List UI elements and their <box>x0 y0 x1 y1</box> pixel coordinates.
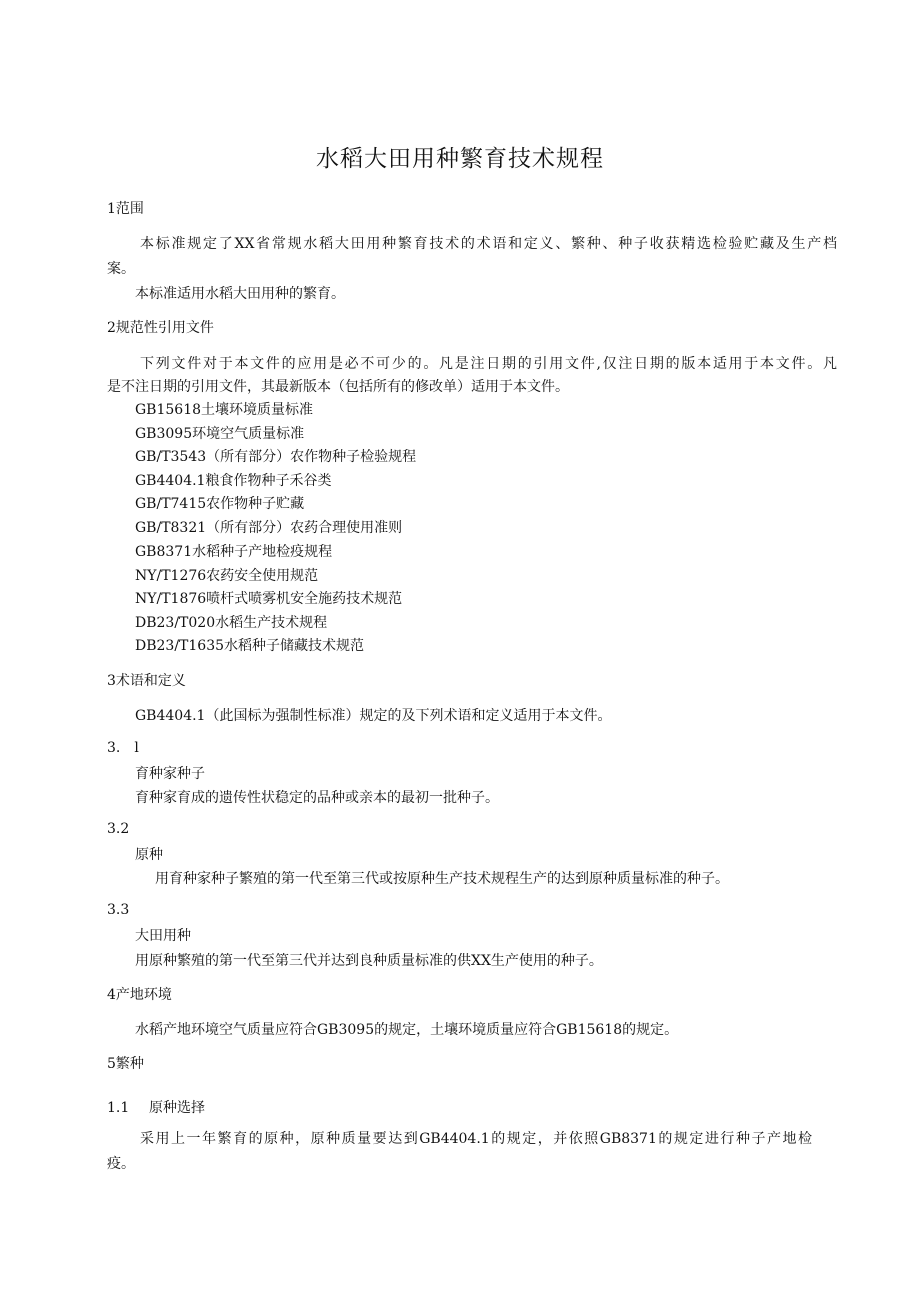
section-4-paragraph: 水稻产地环境空气质量应符合GB3095的规定，土壤环境质量应符合GB15618的规定。 <box>135 1022 679 1038</box>
section-1-heading: 1范围 <box>107 201 144 217</box>
reference-item: GB4404.1粮食作物种子禾谷类 <box>135 473 332 489</box>
reference-item: GB/T7415农作物种子贮藏 <box>135 496 305 512</box>
section-2-heading: 2规范性引用文件 <box>107 320 214 336</box>
section-1-paragraph-line: 案。 <box>107 261 135 277</box>
term-definition: 育种家育成的遗传性状稳定的品种或亲本的最初一批种子。 <box>135 790 499 806</box>
reference-item: NY/T1876喷杆式喷雾机安全施药技术规范 <box>135 591 403 607</box>
reference-item: GB/T3543（所有部分）农作物种子检验规程 <box>135 449 417 465</box>
reference-item: GB15618土壤环境质量标准 <box>135 402 314 418</box>
section-2-paragraph-line: 下列文件对于本文件的应用是必不可少的。凡是注日期的引用文件,仅注日期的版本适用于本文件。凡 <box>140 356 837 372</box>
subsection-number: 1.1 <box>107 1100 130 1116</box>
document-title: 水稻大田用种繁育技术规程 <box>316 146 604 172</box>
section-1-paragraph: 本标准适用水稻大田用种的繁育。 <box>135 286 345 302</box>
section-5-heading: 5繁种 <box>107 1056 144 1072</box>
reference-item: DB23/T020水稻生产技术规程 <box>135 615 328 631</box>
section-4-heading: 4产地环境 <box>107 987 172 1003</box>
section-3-heading: 3术语和定义 <box>107 673 186 689</box>
section-3-intro: GB4404.1（此国标为强制性标准）规定的及下列术语和定义适用于本文件。 <box>135 708 612 724</box>
term-name: 育种家种子 <box>135 766 205 782</box>
term-number: 3. l <box>107 740 139 756</box>
section-2-paragraph-line: 是不注日期的引用文件，其最新版本（包括所有的修改单）适用于本文件。 <box>107 379 569 395</box>
section-1-paragraph-line: 本标准规定了XX省常规水稻大田用种繁育技术的术语和定义、繁种、种子收获精选检验贮藏及生产档 <box>140 236 837 252</box>
term-definition: 用原种繁殖的第一代至第三代并达到良种质量标准的供XX生产使用的种子。 <box>135 953 603 969</box>
term-name: 大田用种 <box>135 928 191 944</box>
term-number: 3.3 <box>107 902 130 918</box>
term-definition: 用育种家种子繁殖的第一代至第三代或按原种生产技术规程生产的达到原种质量标准的种子。 <box>155 871 729 887</box>
reference-item: GB/T8321（所有部分）农药合理使用准则 <box>135 520 403 536</box>
section-5-paragraph-line: 采用上一年繁育的原种，原种质量要达到GB4404.1的规定，并依照GB8371的规定进行种子产地检 <box>140 1131 812 1147</box>
subsection-title: 原种选择 <box>149 1100 205 1116</box>
term-number: 3.2 <box>107 821 130 837</box>
reference-item: DB23/T1635水稻种子储藏技术规范 <box>135 638 365 654</box>
reference-item: GB8371水稻种子产地检疫规程 <box>135 544 333 560</box>
term-name: 原种 <box>135 847 163 863</box>
reference-item: GB3095环境空气质量标准 <box>135 426 305 442</box>
section-5-paragraph-line: 疫。 <box>107 1156 135 1172</box>
reference-item: NY/T1276农药安全使用规范 <box>135 568 319 584</box>
